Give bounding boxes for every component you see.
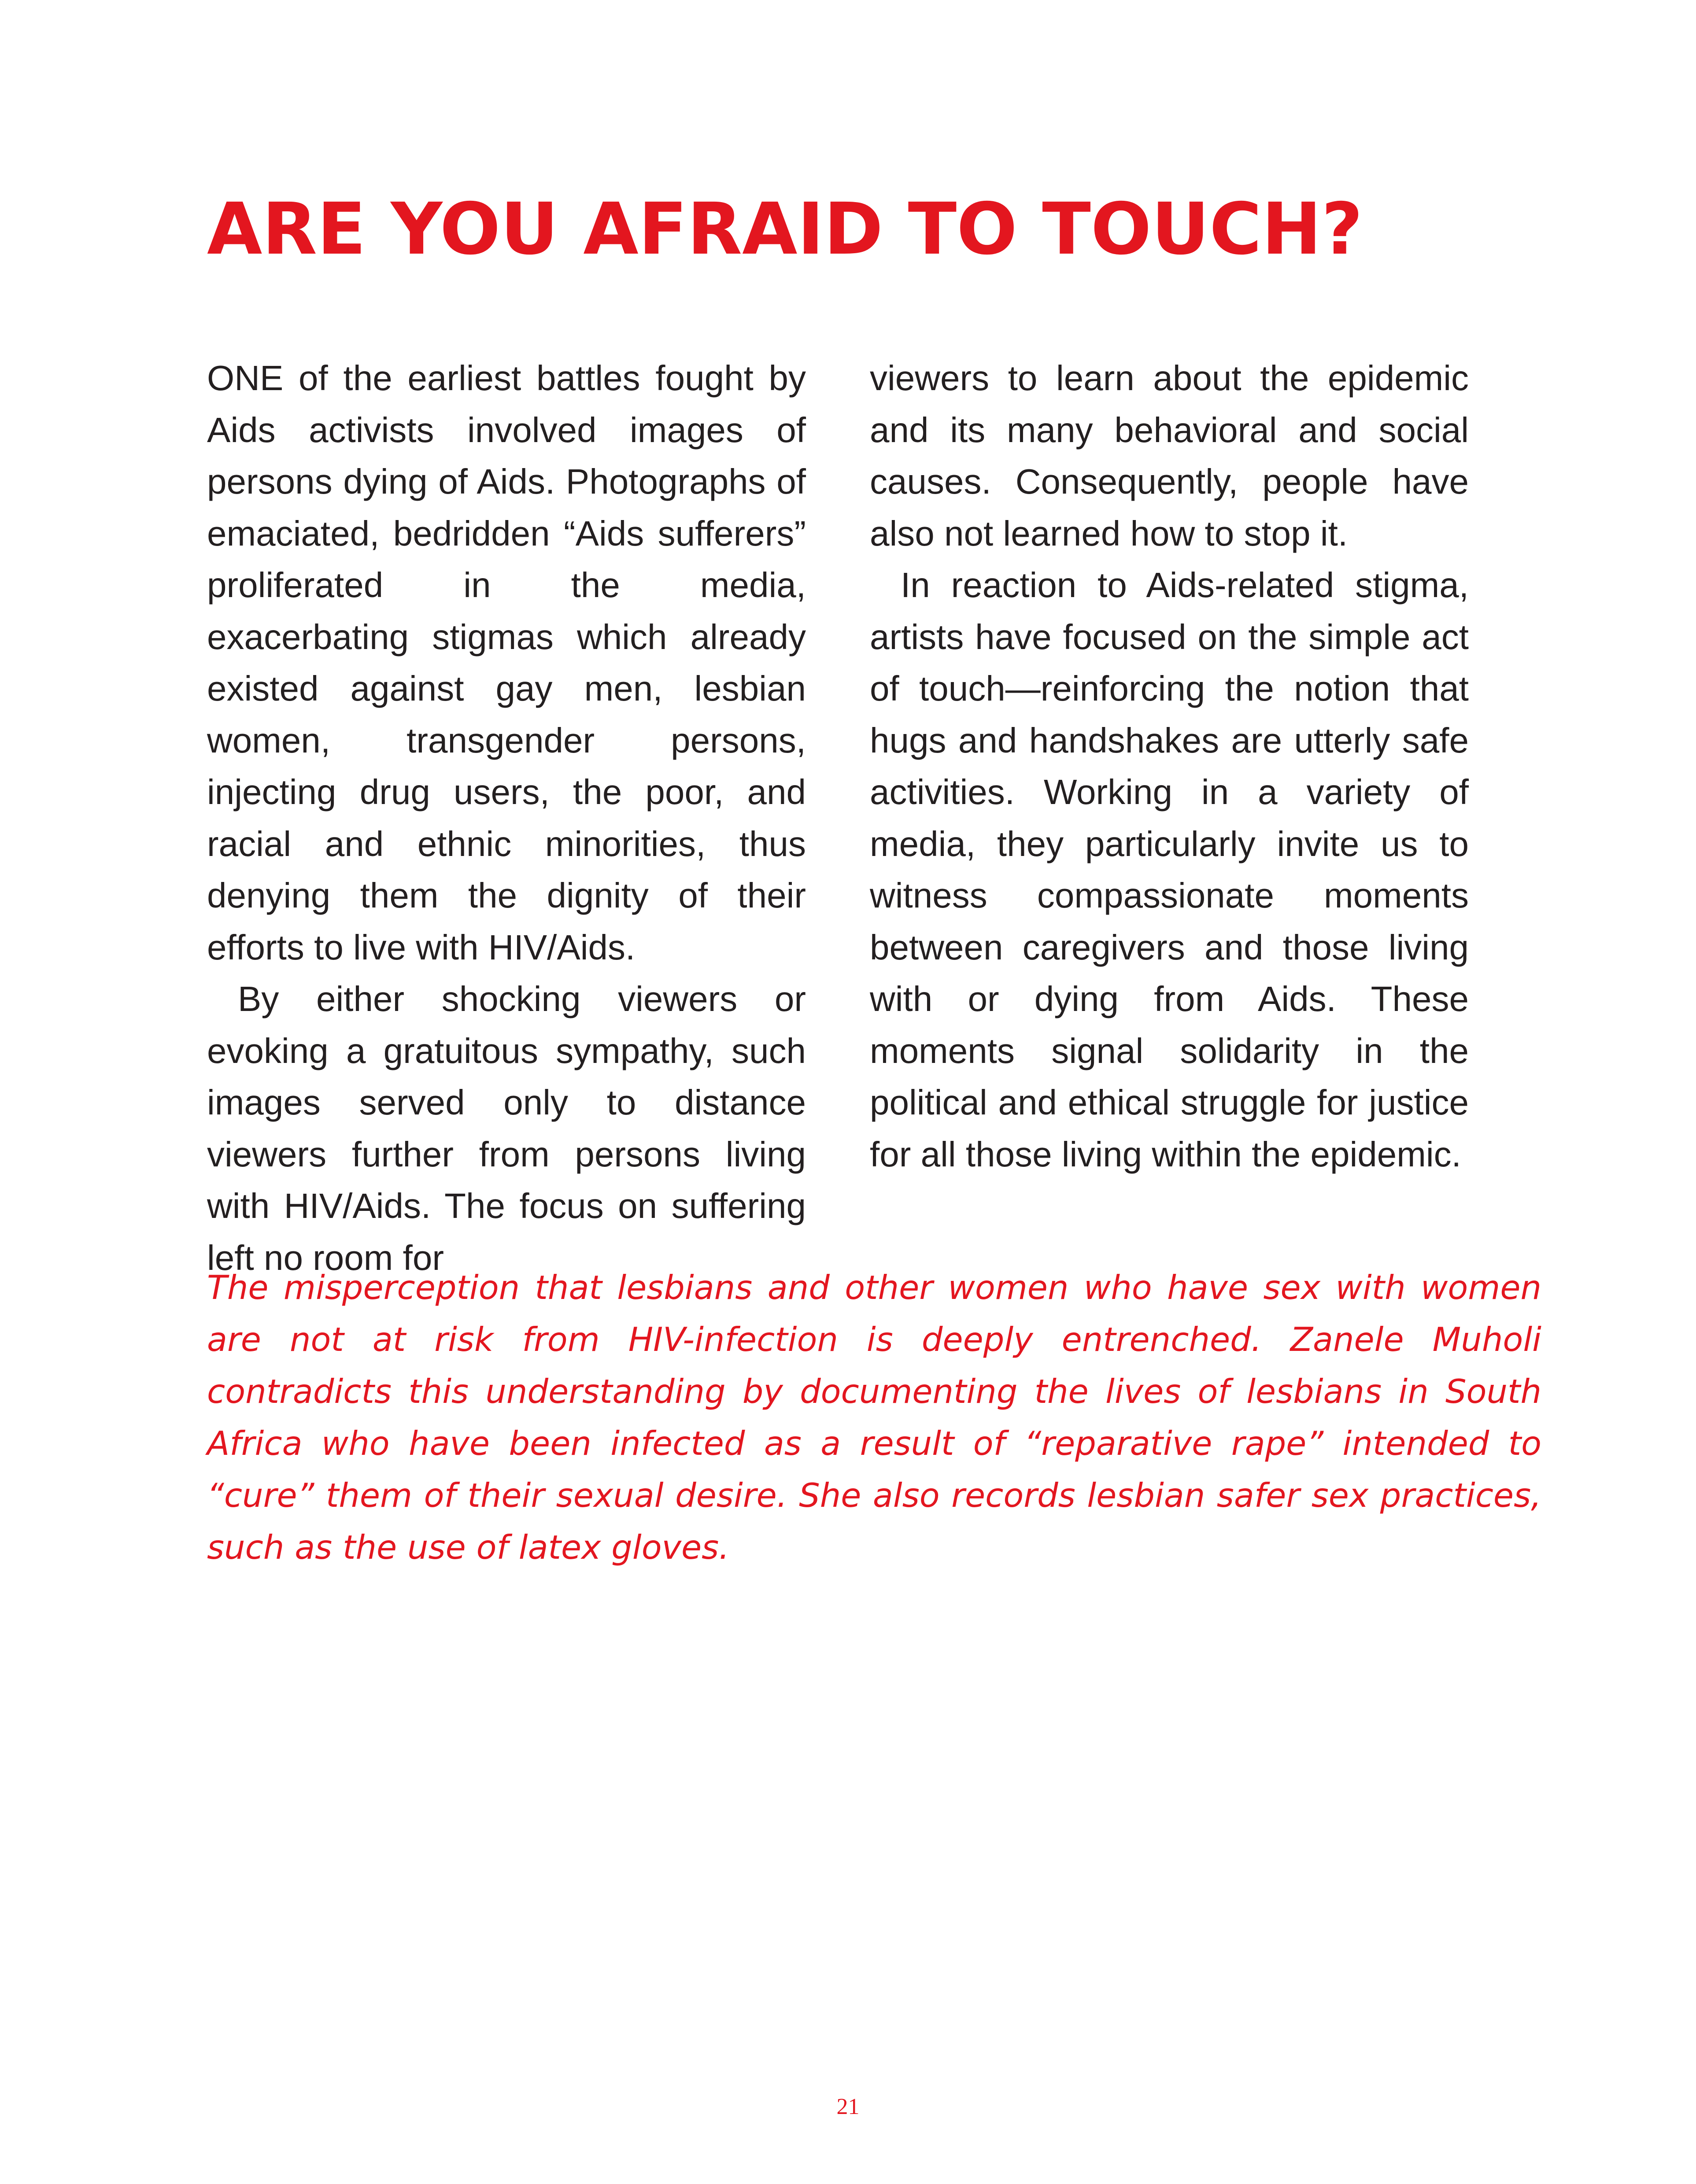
page-title: ARE YOU AFRAID TO TOUCH? (207, 188, 1363, 271)
body-paragraph: viewers to learn about the epidemic and its many behavioral and social causes. Consequently, people have also not learned how to stop it. (870, 358, 1469, 553)
body-paragraph: By either shocking viewers or evoking a gratuitous sympathy, such images served only to distance viewers further from persons living with HIV/Aids. The focus on suffering left no room for (207, 979, 806, 1277)
italic-caption: The misperception that lesbians and other women who have sex with women are not at risk from HIV-infection is deeply entrenched. Zanele Muholi contradicts this understanding by documenting the lives of lesbians in South Africa who have been infected as a result of “reparative rape” intended to “cure” them of their sexual desire. She also records lesbian safer sex practices, such as the use of latex gloves. (207, 1268, 1541, 1567)
body-paragraph: ONE of the earliest battles fought by Aids activists involved images of persons dying of Aids. Photographs of emaciated, bedridden “Aids sufferers” proliferated in the media, exacerbating stigmas which already existed against gay men, lesbian women, transgender persons, injecting drug users, the poor, and racial and ethnic minorities, thus denying them the dignity of their efforts to live with HIV/Aids. (207, 358, 806, 967)
body-paragraph: In reaction to Aids-related stigma, artists have focused on the simple act of touch—reinforcing the notion that hugs and handshakes are utterly safe activities. Working in a variety of media, they particularly invite us to witness compassionate moments between caregivers and those living with or dying from Aids. These moments signal solidarity in the political and ethical struggle for justice for all those living within the epidemic. (870, 565, 1469, 1174)
body-column-right (870, 352, 1469, 1180)
body-column-left (207, 352, 806, 1284)
page-number: 21 (836, 2094, 860, 2119)
